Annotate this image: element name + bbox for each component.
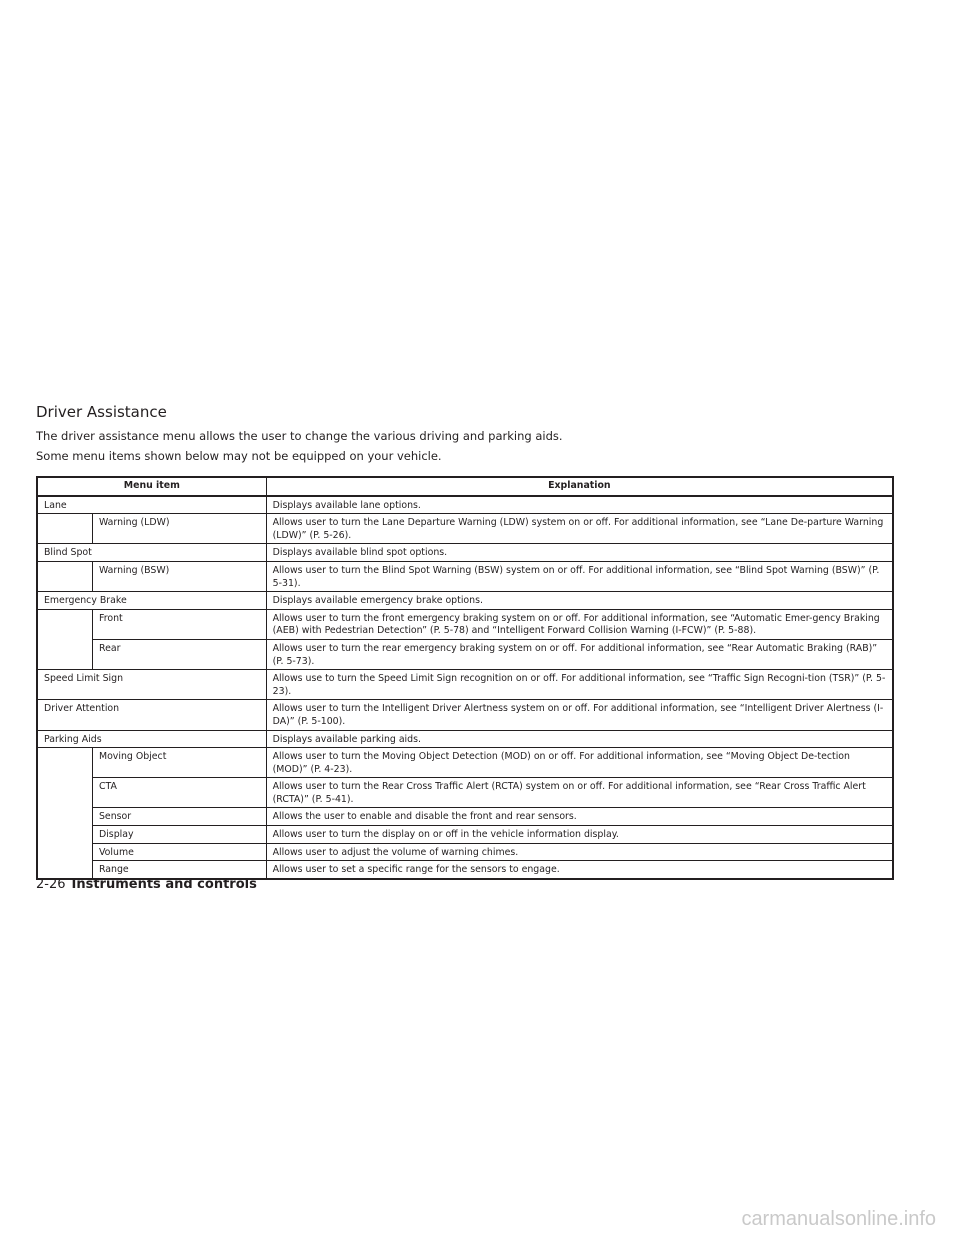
table-row	[37, 561, 893, 591]
page-footer	[36, 877, 257, 892]
explanation: Allows user to turn the display on or off in the vehicle information display.	[266, 826, 893, 844]
menu-item: Lane	[37, 496, 266, 514]
intro-paragraph: The driver assistance menu allows the user to change the various driving and parking aids.	[36, 429, 563, 443]
table-row	[37, 700, 893, 730]
sub-menu-item: Rear	[92, 639, 266, 669]
explanation: Allows user to set a specific range for the sensors to engage.	[266, 861, 893, 879]
watermark-logo: carmanualsonline.info	[741, 1208, 936, 1230]
driver-assistance-table	[36, 476, 894, 880]
table-row	[37, 670, 893, 700]
explanation: Allows the user to enable and disable the front and rear sensors.	[266, 808, 893, 826]
table-row	[37, 843, 893, 861]
explanation: Displays available emergency brake options.	[266, 592, 893, 610]
sub-menu-item: Range	[92, 861, 266, 879]
explanation: Allows user to adjust the volume of warning chimes.	[266, 843, 893, 861]
table-row	[37, 808, 893, 826]
explanation: Allows user to turn the Rear Cross Traffic Alert (RCTA) system on or off. For additional information, see “Rear Cross Traffic Alert (RCTA)” (P. 5-41).	[266, 778, 893, 808]
footer-section-name: Instruments and controls	[71, 877, 257, 892]
table-row	[37, 514, 893, 544]
explanation: Allows user to turn the Lane Departure Warning (LDW) system on or off. For additional information, see “Lane De-parture Warning (LDW)” (P. 5-26).	[266, 514, 893, 544]
sub-menu-item: Warning (LDW)	[92, 514, 266, 544]
sub-menu-item: Front	[92, 609, 266, 639]
table-row	[37, 826, 893, 844]
indent-cell	[37, 514, 92, 544]
sub-menu-item: Moving Object	[92, 748, 266, 778]
table-row	[37, 544, 893, 562]
sub-menu-item: Volume	[92, 843, 266, 861]
page-number: 2-26	[36, 877, 66, 892]
equipment-note: Some menu items shown below may not be equipped on your vehicle.	[36, 449, 442, 463]
explanation: Allows use to turn the Speed Limit Sign recognition on or off. For additional information, see “Traffic Sign Recogni-tion (TSR)” (P. 5-23).	[266, 670, 893, 700]
explanation: Allows user to turn the rear emergency braking system on or off. For additional information, see “Rear Automatic Braking (RAB)” (P. 5-73).	[266, 639, 893, 669]
explanation: Displays available parking aids.	[266, 730, 893, 748]
menu-item: Driver Attention	[37, 700, 266, 730]
sub-menu-item: CTA	[92, 778, 266, 808]
explanation: Allows user to turn the Moving Object Detection (MOD) on or off. For additional information, see “Moving Object De-tection (MOD)” (P. 4-23).	[266, 748, 893, 778]
menu-item: Parking Aids	[37, 730, 266, 748]
table-row	[37, 730, 893, 748]
table-row	[37, 639, 893, 669]
menu-item: Speed Limit Sign	[37, 670, 266, 700]
indent-cell	[37, 748, 92, 879]
sub-menu-item: Warning (BSW)	[92, 561, 266, 591]
header-menu-item: Menu item	[37, 477, 266, 496]
table-row	[37, 496, 893, 514]
header-explanation: Explanation	[266, 477, 893, 496]
explanation: Allows user to turn the Intelligent Driver Alertness system on or off. For additional information, see “Intelligent Driver Alertness (I-DA)” (P. 5-100).	[266, 700, 893, 730]
table-row	[37, 592, 893, 610]
menu-item: Blind Spot	[37, 544, 266, 562]
menu-item: Emergency Brake	[37, 592, 266, 610]
indent-cell	[37, 561, 92, 591]
explanation: Displays available blind spot options.	[266, 544, 893, 562]
sub-menu-item: Display	[92, 826, 266, 844]
explanation: Displays available lane options.	[266, 496, 893, 514]
explanation: Allows user to turn the front emergency braking system on or off. For additional information, see “Automatic Emer-gency Braking (AEB) with Pedestrian Detection” (P. 5-78) and “Intelligent Forward Collision Warning (I-FCW)” (P. 5-88).	[266, 609, 893, 639]
explanation: Allows user to turn the Blind Spot Warning (BSW) system on or off. For additional information, see “Blind Spot Warning (BSW)” (P. 5-31).	[266, 561, 893, 591]
table-header-row	[37, 477, 893, 496]
table-row	[37, 748, 893, 778]
table-row	[37, 778, 893, 808]
table-row	[37, 609, 893, 639]
section-title: Driver Assistance	[36, 403, 167, 421]
indent-cell	[37, 609, 92, 669]
sub-menu-item: Sensor	[92, 808, 266, 826]
